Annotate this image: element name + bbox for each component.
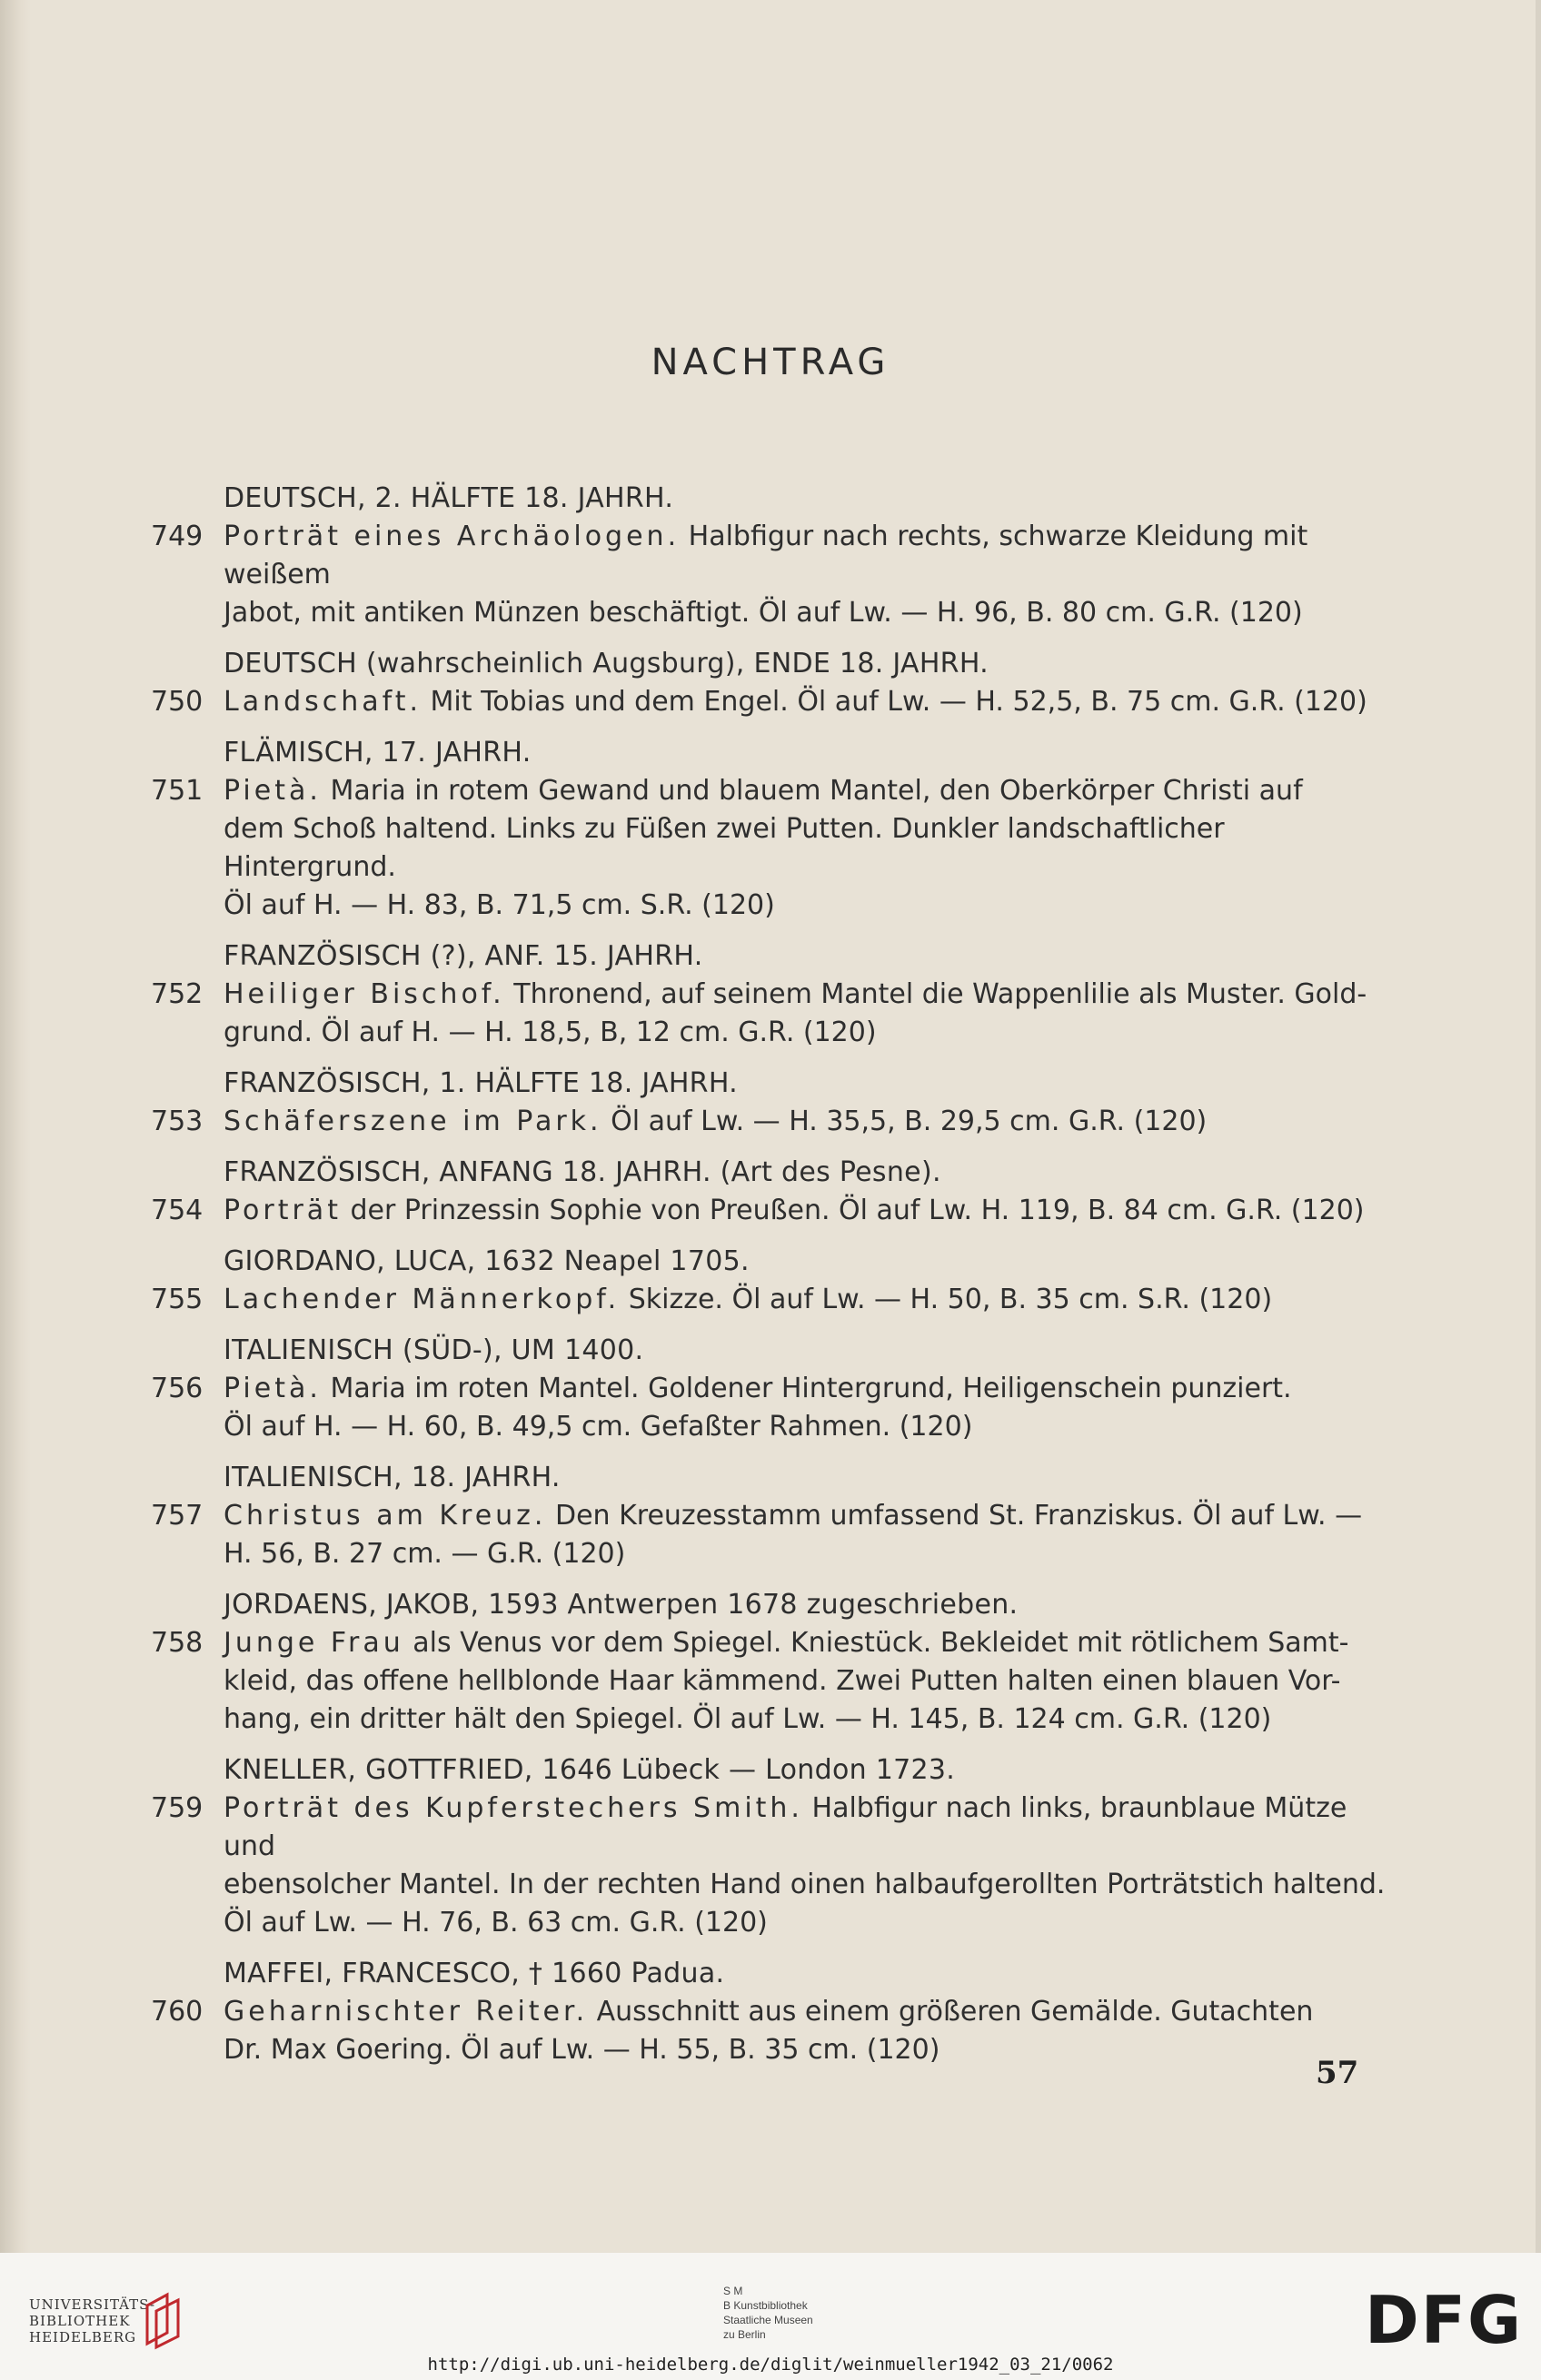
catalog-entry (151, 1751, 1396, 1942)
source-url-link[interactable]: http://digi.ub.uni-heidelberg.de/diglit/weinmueller1942_03_21/0062 (427, 2355, 1114, 2375)
library-name-line: UNIVERSITÄTS- (29, 2296, 156, 2313)
catalog-entry (151, 734, 1396, 925)
lot-number: 750 (151, 686, 204, 718)
lot-title: Junge Frau (224, 1627, 404, 1659)
catalog-entry (151, 1955, 1396, 2069)
lot-number: 755 (151, 1284, 204, 1315)
artist-heading: DEUTSCH (wahrscheinlich Augsburg), ENDE 18. JAHRH. (224, 648, 989, 679)
viewer-footer (0, 2253, 1541, 2380)
lot-text-line: Ausschnitt aus einem größeren Gemälde. Gutachten (588, 1996, 1314, 2028)
catalog-entry (151, 1243, 1396, 1319)
lot-title: Heiliger Bischof. (224, 978, 505, 1010)
catalog-entry (151, 645, 1396, 721)
lot-text-line: Maria im roten Mantel. Goldener Hintergrund, Heiligenschein punziert. (321, 1373, 1292, 1404)
lot-text-line: hang, ein dritter hält den Spiegel. Öl auf Lw. — H. 145, B. 124 cm. G.R. (120) (224, 1703, 1272, 1735)
artist-heading: FRANZÖSISCH (?), ANF. 15. JAHRH. (224, 940, 703, 972)
lot-text-line: dem Schoß haltend. Links zu Füßen zwei Putten. Dunkler landschaftlicher Hintergrund. (224, 813, 1225, 883)
catalog-entry (151, 1459, 1396, 1573)
lot-title: Christus am Kreuz. (224, 1500, 547, 1532)
lot-text-line: kleid, das offene hellblonde Haar kämmend. Zwei Putten halten einen blauen Vor- (224, 1665, 1341, 1697)
lot-description (151, 683, 1396, 721)
lot-text-line: Skizze. Öl auf Lw. — H. 50, B. 35 cm. S.R. (120) (620, 1284, 1273, 1315)
lot-text-line: Öl auf H. — H. 83, B. 71,5 cm. S.R. (120) (224, 889, 775, 921)
lot-description (151, 1103, 1396, 1141)
artist-heading: FRANZÖSISCH, ANFANG 18. JAHRH. (Art des Pesne). (224, 1156, 941, 1188)
artist-heading: JORDAENS, JAKOB, 1593 Antwerpen 1678 zugeschrieben. (224, 1589, 1019, 1621)
lot-text-line: der Prinzessin Sophie von Preußen. Öl auf Lw. H. 119, B. 84 cm. G.R. (120) (341, 1195, 1365, 1226)
catalog-entry (151, 480, 1396, 632)
lot-description (151, 1370, 1396, 1446)
lot-text-line: als Venus vor dem Spiegel. Kniestück. Bekleidet mit rötlichem Samt- (403, 1627, 1349, 1659)
lot-description (151, 1497, 1396, 1573)
lot-number: 758 (151, 1627, 204, 1659)
lot-text-line: ebensolcher Mantel. In der rechten Hand oinen halbaufgerollten Porträtstich haltend. (224, 1869, 1386, 1900)
lot-text-line: Mit Tobias und dem Engel. Öl auf Lw. — H. 52,5, B. 75 cm. G.R. (120) (422, 686, 1367, 718)
artist-heading: KNELLER, GOTTFRIED, 1646 Lübeck — London 1723. (224, 1754, 956, 1786)
lot-text-line: Halbfigur nach rechts, schwarze Kleidung mit weißem (224, 521, 1308, 590)
artist-heading: ITALIENISCH (SÜD-), UM 1400. (224, 1334, 644, 1366)
lot-title: Lachender Männerkopf. (224, 1284, 621, 1315)
smb-line: Staatliche Museen (723, 2314, 813, 2326)
lot-number: 752 (151, 978, 204, 1010)
lot-title: Pietà. (224, 1373, 322, 1404)
lot-number: 753 (151, 1106, 204, 1137)
catalog-entry (151, 1586, 1396, 1739)
smb-line: zu Berlin (723, 2328, 766, 2341)
lot-number: 754 (151, 1195, 204, 1226)
lot-description (151, 976, 1396, 1052)
library-name-line: BIBLIOTHEK (29, 2313, 131, 2329)
lot-title: Pietà. (224, 775, 322, 807)
lot-text-line: Öl auf H. — H. 60, B. 49,5 cm. Gefaßter Rahmen. (120) (224, 1411, 973, 1443)
lot-description (151, 1993, 1396, 2069)
artist-heading: DEUTSCH, 2. HÄLFTE 18. JAHRH. (224, 482, 674, 514)
smb-kunstbibliothek-logo[interactable] (723, 2284, 813, 2342)
lot-number: 756 (151, 1373, 204, 1404)
lot-text-line: grund. Öl auf H. — H. 18,5, B, 12 cm. G.R. (120) (224, 1016, 877, 1048)
lot-text-line: H. 56, B. 27 cm. — G.R. (120) (224, 1538, 626, 1570)
lot-text-line: Maria in rotem Gewand und blauem Mantel, den Oberkörper Christi auf (321, 775, 1303, 807)
lot-text-line: Öl auf Lw. — H. 35,5, B. 29,5 cm. G.R. (120) (601, 1106, 1208, 1137)
artist-heading: GIORDANO, LUCA, 1632 Neapel 1705. (224, 1245, 750, 1277)
artist-heading: ITALIENISCH, 18. JAHRH. (224, 1462, 561, 1493)
page-heading: NACHTRAG (651, 342, 890, 383)
library-name[interactable] (29, 2296, 155, 2345)
smb-line: B Kunstbibliothek (723, 2299, 808, 2312)
page-number: 57 (1316, 2055, 1359, 2091)
page-spine-shadow (0, 0, 31, 2253)
lot-number: 760 (151, 1996, 204, 2028)
smb-line: S M (723, 2285, 743, 2297)
library-name-line: HEIDELBERG (29, 2329, 137, 2345)
lot-text-line: Thronend, auf seinem Mantel die Wappenlilie als Muster. Gold- (504, 978, 1367, 1010)
lot-title: Porträt des Kupferstechers Smith. (224, 1792, 803, 1824)
lot-description (151, 518, 1396, 632)
catalog-entry (151, 1332, 1396, 1446)
catalog-entry (151, 937, 1396, 1052)
catalog-entries (151, 480, 1396, 2082)
lot-text-line: Halbfigur nach links, braunblaue Mütze und (224, 1792, 1347, 1862)
lot-text-line: Jabot, mit antiken Münzen beschäftigt. Öl auf Lw. — H. 96, B. 80 cm. G.R. (120) (224, 597, 1303, 629)
artist-heading: FLÄMISCH, 17. JAHRH. (224, 737, 532, 769)
lot-text-line: Öl auf Lw. — H. 76, B. 63 cm. G.R. (120) (224, 1907, 768, 1939)
lot-text-line: Den Kreuzesstamm umfassend St. Franziskus. Öl auf Lw. — (546, 1500, 1363, 1532)
lot-number: 759 (151, 1792, 204, 1824)
library-logo-icon[interactable] (140, 2289, 185, 2351)
lot-title: Schäferszene im Park. (224, 1106, 602, 1137)
lot-description (151, 1281, 1396, 1319)
lot-title: Porträt eines Archäologen. (224, 521, 681, 552)
lot-title: Landschaft. (224, 686, 423, 718)
lot-text-line: Dr. Max Goering. Öl auf Lw. — H. 55, B. 35 cm. (120) (224, 2034, 940, 2066)
dfg-logo[interactable]: DFG (1365, 2282, 1524, 2358)
lot-number: 749 (151, 521, 204, 552)
lot-number: 757 (151, 1500, 204, 1532)
lot-description (151, 772, 1396, 925)
lot-description (151, 1192, 1396, 1230)
lot-title: Porträt (224, 1195, 342, 1226)
artist-heading: MAFFEI, FRANCESCO, † 1660 Padua. (224, 1958, 725, 1989)
lot-number: 751 (151, 775, 204, 807)
lot-title: Geharnischter Reiter. (224, 1996, 589, 2028)
catalog-entry (151, 1154, 1396, 1230)
artist-heading: FRANZÖSISCH, 1. HÄLFTE 18. JAHRH. (224, 1067, 738, 1099)
catalog-entry (151, 1065, 1396, 1141)
lot-description (151, 1790, 1396, 1942)
lot-description (151, 1624, 1396, 1739)
